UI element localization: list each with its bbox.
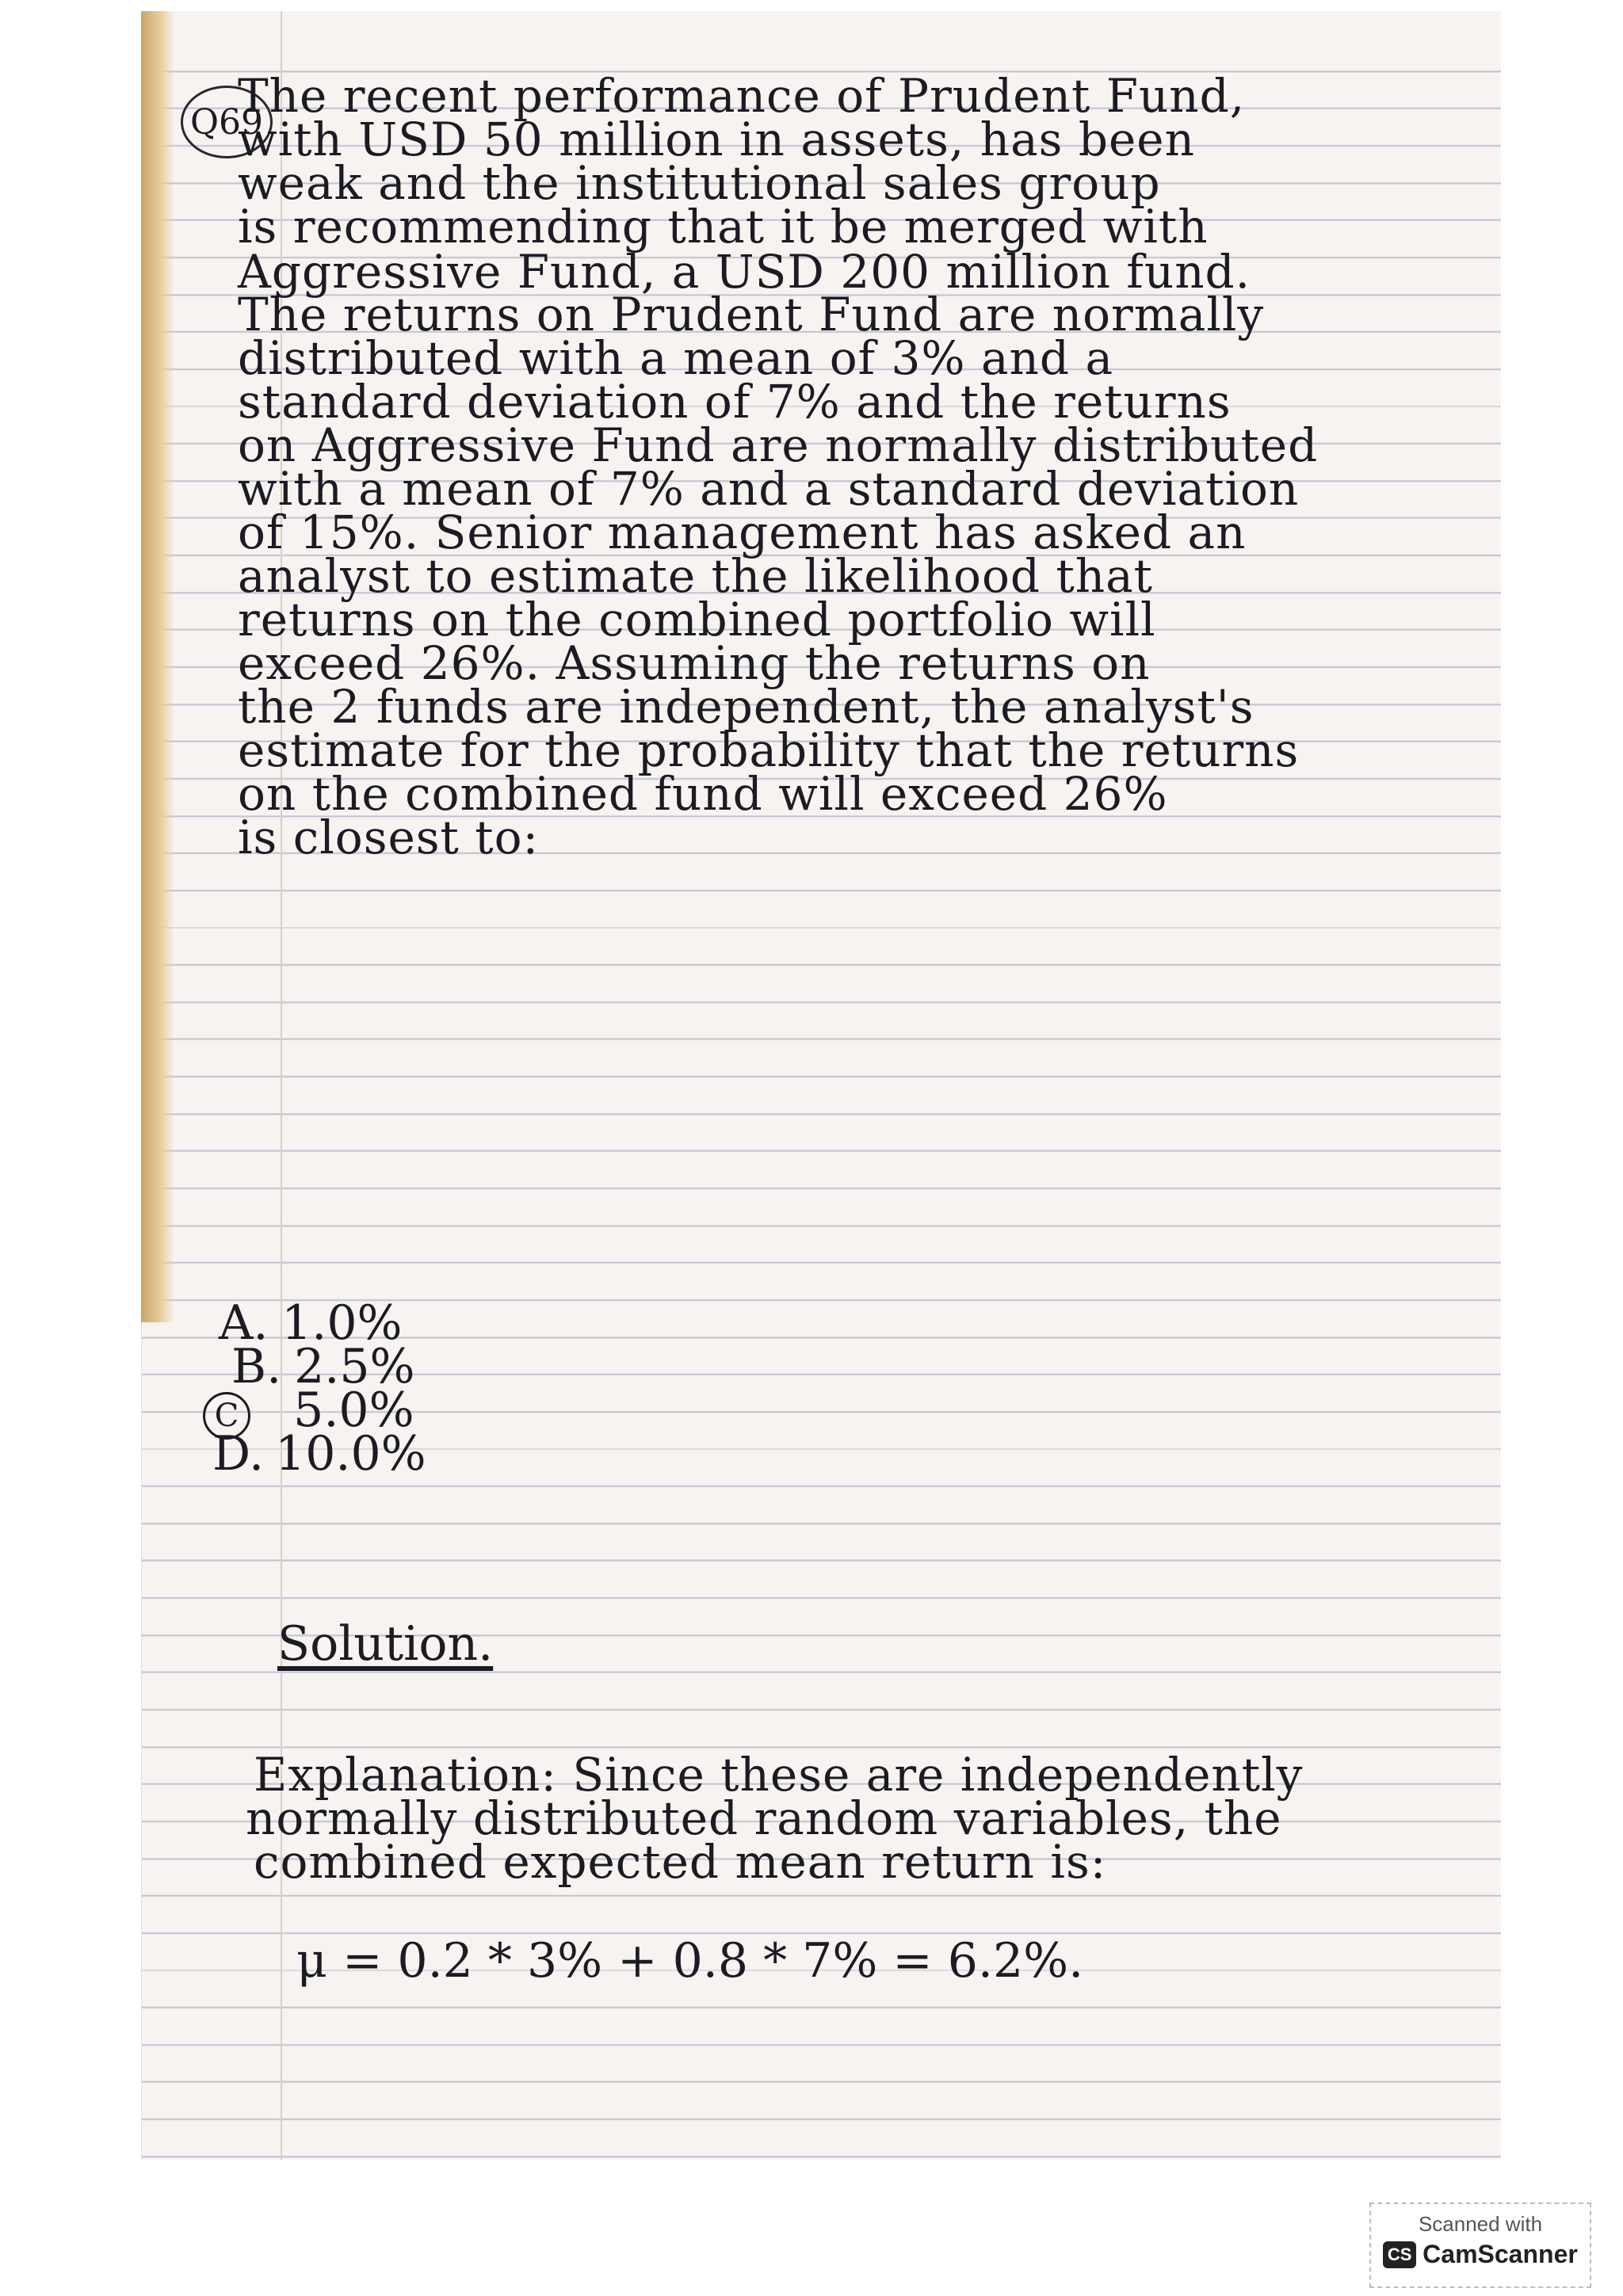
option-text: 2.5% bbox=[294, 1339, 415, 1394]
question-line: with a mean of 7% and a standard deviation bbox=[238, 462, 1300, 516]
question-line: standard deviation of 7% and the returns bbox=[238, 375, 1232, 429]
watermark-line1: Scanned with bbox=[1418, 2212, 1543, 2236]
option-d bbox=[212, 1426, 426, 1482]
question-line: with USD 50 million in assets, has been bbox=[238, 113, 1195, 166]
mean-return-formula: μ = 0.2 * 3% + 0.8 * 7% = 6.2%. bbox=[296, 1933, 1084, 1989]
solution-heading: Solution. bbox=[277, 1616, 494, 1672]
question-number: Q69 bbox=[181, 86, 273, 158]
page-binding-edge bbox=[141, 11, 174, 1322]
question-line: returns on the combined portfolio will bbox=[238, 593, 1156, 646]
selected-answer-circle: C bbox=[203, 1392, 250, 1440]
option-letter: B. bbox=[231, 1339, 282, 1394]
question-line: The returns on Prudent Fund are normally bbox=[238, 288, 1265, 341]
camscanner-watermark bbox=[1369, 2203, 1591, 2288]
watermark-brand bbox=[1371, 2240, 1590, 2269]
question-line: the 2 funds are independent, the analyst's bbox=[238, 680, 1254, 734]
question-line: distributed with a mean of 3% and a bbox=[238, 331, 1114, 385]
question-line: Aggressive Fund, a USD 200 million fund. bbox=[238, 245, 1251, 299]
explanation-line: normally distributed random variables, the bbox=[246, 1791, 1282, 1845]
question-line: is closest to: bbox=[238, 810, 540, 864]
question-line: analyst to estimate the likelihood that bbox=[238, 549, 1153, 603]
option-letter: D. bbox=[212, 1426, 265, 1482]
question-line: weak and the institutional sales group bbox=[238, 156, 1161, 210]
question-line: is recommending that it be merged with bbox=[238, 200, 1209, 254]
explanation-line: Explanation: Since these are independently bbox=[254, 1748, 1304, 1802]
question-line: exceed 26%. Assuming the returns on bbox=[238, 636, 1151, 690]
question-line: The recent performance of Prudent Fund, bbox=[238, 69, 1246, 123]
question-line: of 15%. Senior management has asked an bbox=[238, 505, 1247, 559]
option-text: 1.0% bbox=[281, 1295, 403, 1351]
option-text: 5.0% bbox=[293, 1383, 414, 1438]
option-text: 10.0% bbox=[275, 1426, 426, 1482]
option-letter: A. bbox=[219, 1295, 269, 1351]
camscanner-logo-icon: CS bbox=[1383, 2241, 1416, 2268]
question-line: on the combined fund will exceed 26% bbox=[238, 767, 1168, 821]
explanation-line: combined expected mean return is: bbox=[254, 1835, 1107, 1889]
watermark-line2: CamScanner bbox=[1423, 2240, 1578, 2268]
question-line: estimate for the probability that the returns bbox=[238, 723, 1300, 777]
question-line: on Aggressive Fund are normally distributed bbox=[238, 418, 1319, 472]
